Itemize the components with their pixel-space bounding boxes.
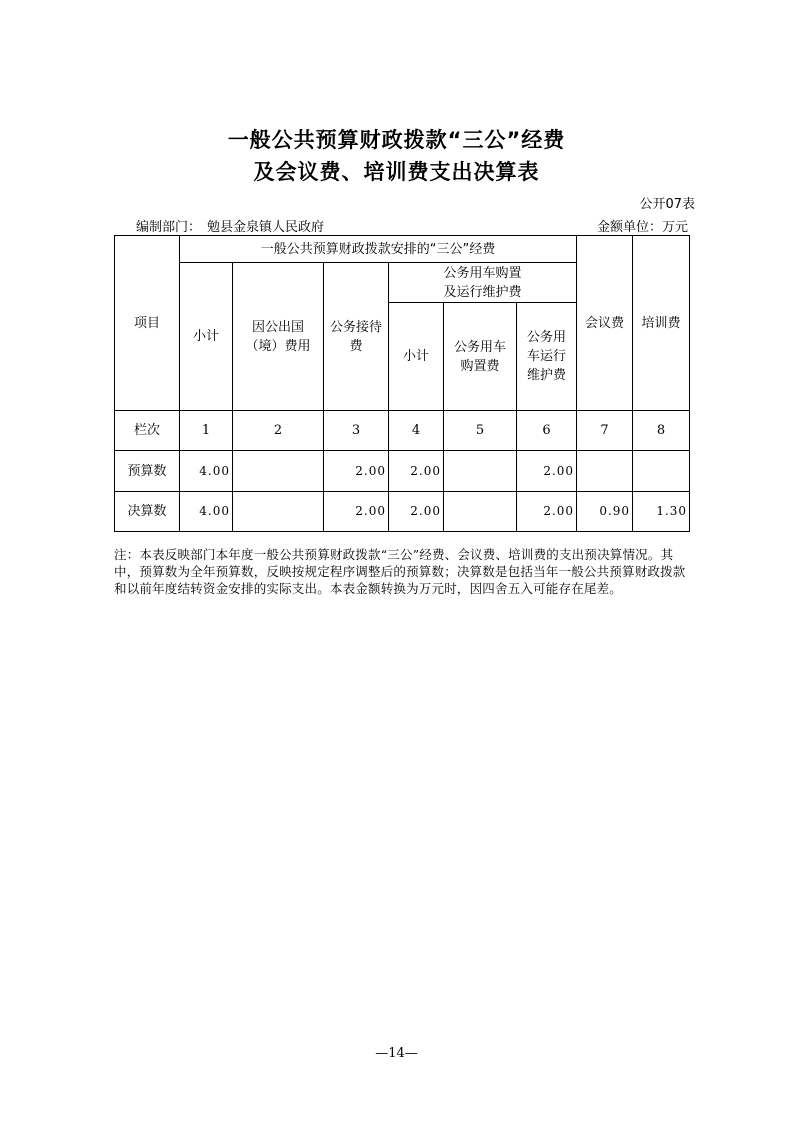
row-label: 栏次 [115, 411, 180, 451]
header-item: 项目 [115, 236, 180, 411]
title-line-2: 及会议费、培训费支出决算表 [253, 160, 540, 184]
table-cell: 8 [633, 411, 690, 451]
row-label: 决算数 [115, 492, 180, 532]
header-abroad: 因公出国 （境）费用 [233, 263, 324, 411]
table-cell [577, 451, 633, 492]
table-cell: 2.00 [324, 492, 389, 532]
table-cell: 4.00 [180, 492, 233, 532]
table-cell: 2.00 [389, 451, 444, 492]
header-meeting: 会议费 [577, 236, 633, 411]
table-cell: 5 [444, 411, 517, 451]
doc-number: 公开07表 [639, 197, 695, 212]
table-cell [633, 451, 690, 492]
table-cell: 7 [577, 411, 633, 451]
header-vehicle-purchase: 公务用车 购置费 [444, 303, 517, 411]
table-cell [444, 492, 517, 532]
table-cell: 1.30 [633, 492, 690, 532]
title-line-1: 一般公共预算财政拨款“三公”经费 [227, 128, 566, 152]
table-row [115, 411, 690, 451]
table-cell: 1 [180, 411, 233, 451]
row-label: 预算数 [115, 451, 180, 492]
header-vehicle-subtotal: 小计 [389, 303, 444, 411]
header-vehicle-group: 公务用车购置 及运行维护费 [389, 263, 577, 303]
table-cell: 2.00 [517, 451, 577, 492]
header-training: 培训费 [633, 236, 690, 411]
table-cell: 6 [517, 411, 577, 451]
header-vehicle-operation: 公务用 车运行 维护费 [517, 303, 577, 411]
org-info [136, 216, 324, 235]
header-subtotal: 小计 [180, 263, 233, 411]
header-group-three-public: 一般公共预算财政拨款安排的“三公”经费 [180, 236, 577, 263]
table-cell [233, 451, 324, 492]
table-cell: 0.90 [577, 492, 633, 532]
table-cell: 2.00 [324, 451, 389, 492]
org-name: 勉县金泉镇人民政府 [207, 220, 325, 235]
table-cell [444, 451, 517, 492]
table-row [115, 451, 690, 492]
table-note: 注：本表反映部门本年度一般公共预算财政拨款“三公”经费、会议费、培训费的支出预决算情况。其中，预算数为全年预算数，反映按规定程序调整后的预算数；决算数是包括当年一般公共预算财政拨款和以前年度结转资金安排的实际支出。本表金额转换为万元时，因四舍五入可能存在尾差。 [114, 547, 686, 596]
table-cell: 4.00 [180, 451, 233, 492]
expense-table [114, 235, 690, 532]
table-cell: 2.00 [389, 492, 444, 532]
unit-label: 金额单位：万元 [596, 220, 688, 235]
org-label: 编制部门： [136, 220, 202, 235]
table-cell: 2.00 [517, 492, 577, 532]
page-number: —14— [375, 1046, 418, 1061]
table-cell [233, 492, 324, 532]
header-reception: 公务接待 费 [324, 263, 389, 411]
table-cell: 2 [233, 411, 324, 451]
table-cell: 3 [324, 411, 389, 451]
table-cell: 4 [389, 411, 444, 451]
table-row [115, 492, 690, 532]
